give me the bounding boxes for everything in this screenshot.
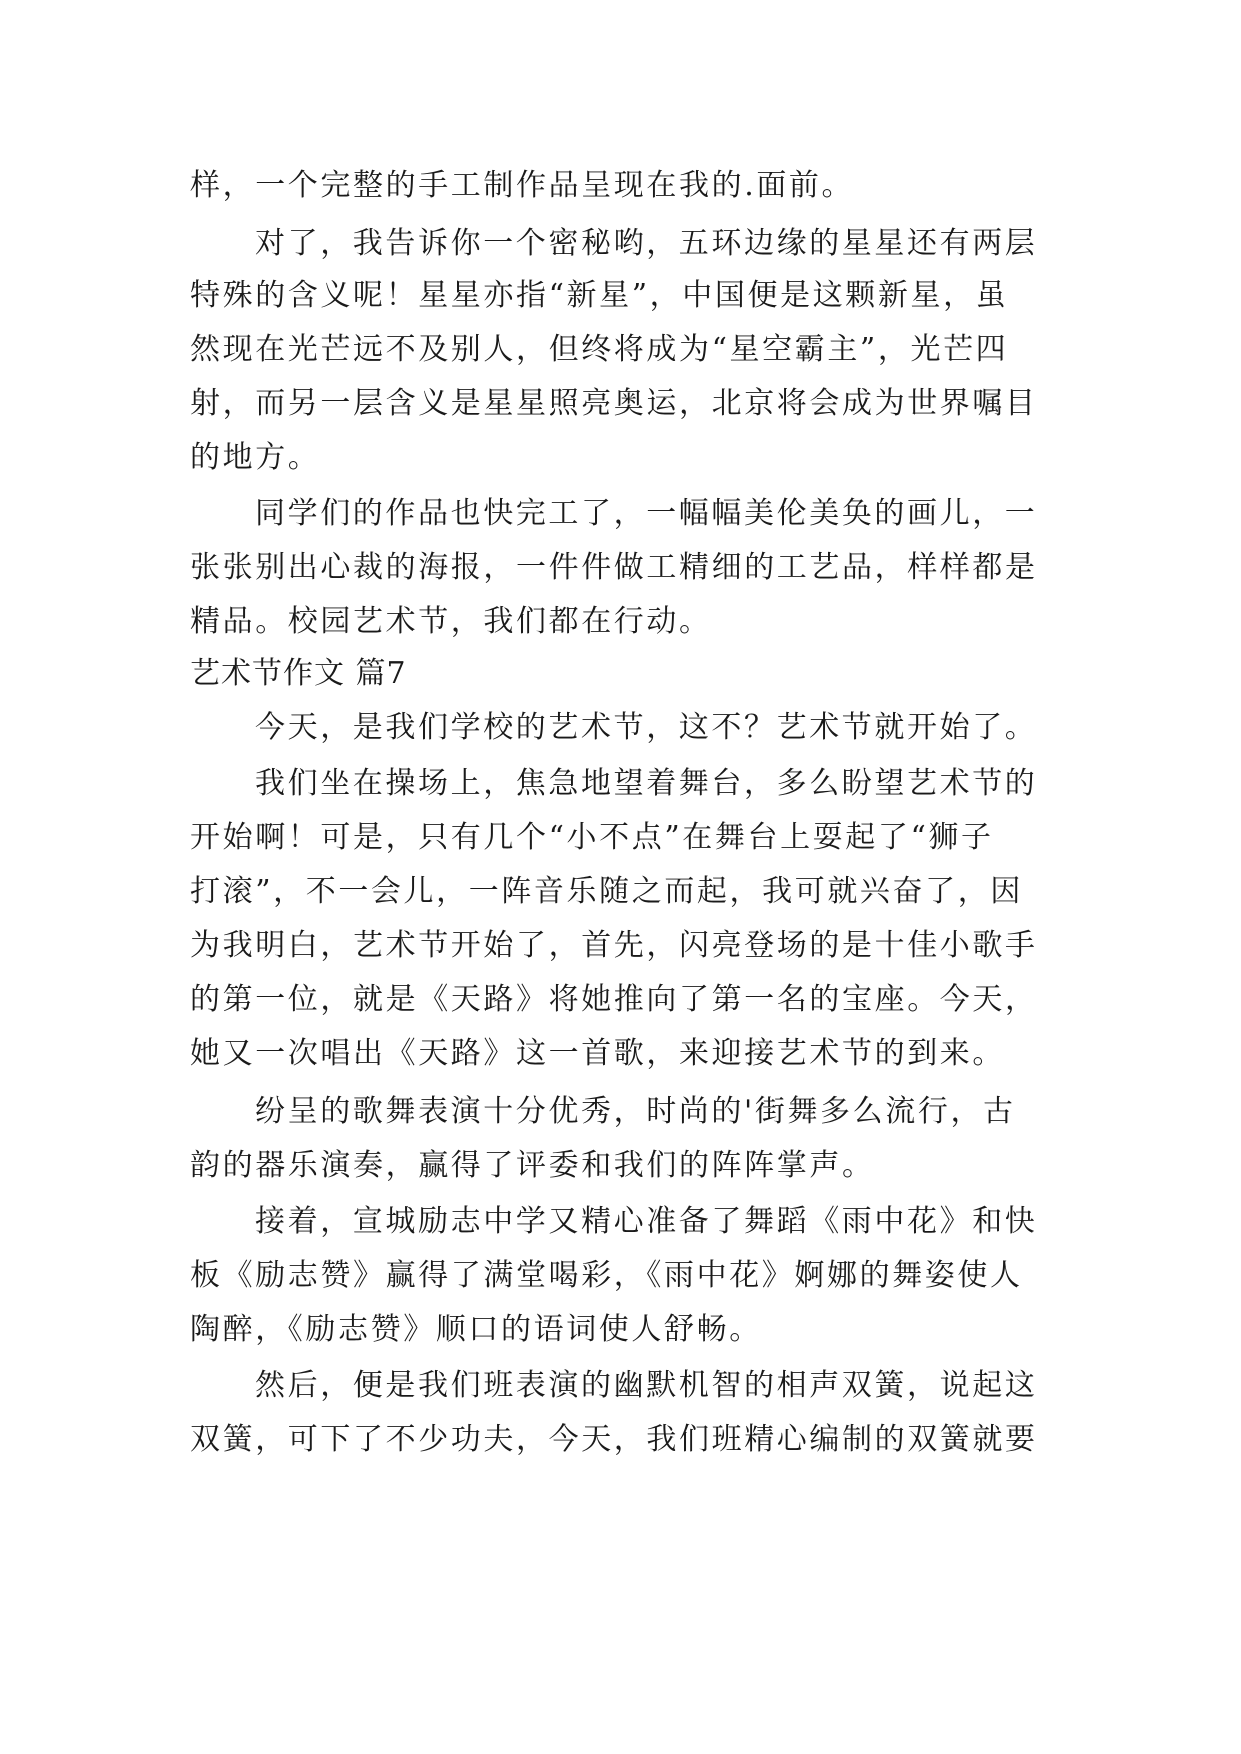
paragraph-start-line: 同学们的作品也快完工了，一幅幅美伦美奂的画儿，一 (255, 496, 1038, 531)
text-line: 特殊的含义呢！星星亦指“新星”，中国便是这颗新星，虽 (190, 278, 1009, 313)
text-line: 然现在光芒远不及别人，但终将成为“星空霸主”，光芒四 (190, 332, 1009, 367)
text-line: 双簧，可下了不少功夫，今天，我们班精心编制的双簧就要 (190, 1422, 1038, 1457)
text-line: 为我明白，艺术节开始了，首先，闪亮登场的是十佳小歌手 (190, 928, 1038, 963)
text-line: 的地方。 (190, 440, 321, 475)
text-line: 样，一个完整的手工制作品呈现在我的.面前。 (190, 168, 855, 203)
text-line: 张张别出心裁的海报，一件件做工精细的工艺品，样样都是 (190, 550, 1038, 585)
text-line: 打滚”，不一会儿，一阵音乐随之而起，我可就兴奋了，因 (190, 874, 1023, 909)
text-line: 陶醉，《励志赞》顺口的语词使人舒畅。 (190, 1312, 762, 1347)
text-line: 她又一次唱出《天路》这一首歌，来迎接艺术节的到来。 (190, 1036, 1005, 1071)
text-line: 韵的器乐演奏，赢得了评委和我们的阵阵掌声。 (190, 1148, 875, 1183)
text-line: 的第一位，就是《天路》将她推向了第一名的宝座。今天， (190, 982, 1038, 1017)
text-line: 精品。校园艺术节，我们都在行动。 (190, 604, 712, 639)
paragraph-start-line: 纷呈的歌舞表演十分优秀，时尚的'街舞多么流行，古 (255, 1094, 1016, 1129)
section-heading: 艺术节作文 篇7 (190, 656, 407, 691)
text-line: 板《励志赞》赢得了满堂喝彩，《雨中花》婀娜的舞姿使人 (190, 1258, 1023, 1293)
paragraph-start-line: 对了，我告诉你一个密秘哟，五环边缘的星星还有两层 (255, 226, 1038, 261)
text-line: 射，而另一层含义是星星照亮奥运，北京将会成为世界嘱目 (190, 386, 1038, 421)
paragraph-start-line: 我们坐在操场上，焦急地望着舞台，多么盼望艺术节的 (255, 766, 1038, 801)
paragraph-start-line: 今天，是我们学校的艺术节，这不？艺术节就开始了。 (255, 710, 1038, 745)
text-line: 开始啊！可是，只有几个“小不点”在舞台上耍起了“狮子 (190, 820, 994, 855)
paragraph-start-line: 接着，宣城励志中学又精心准备了舞蹈《雨中花》和快 (255, 1204, 1038, 1239)
paragraph-start-line: 然后，便是我们班表演的幽默机智的相声双簧，说起这 (255, 1368, 1038, 1403)
